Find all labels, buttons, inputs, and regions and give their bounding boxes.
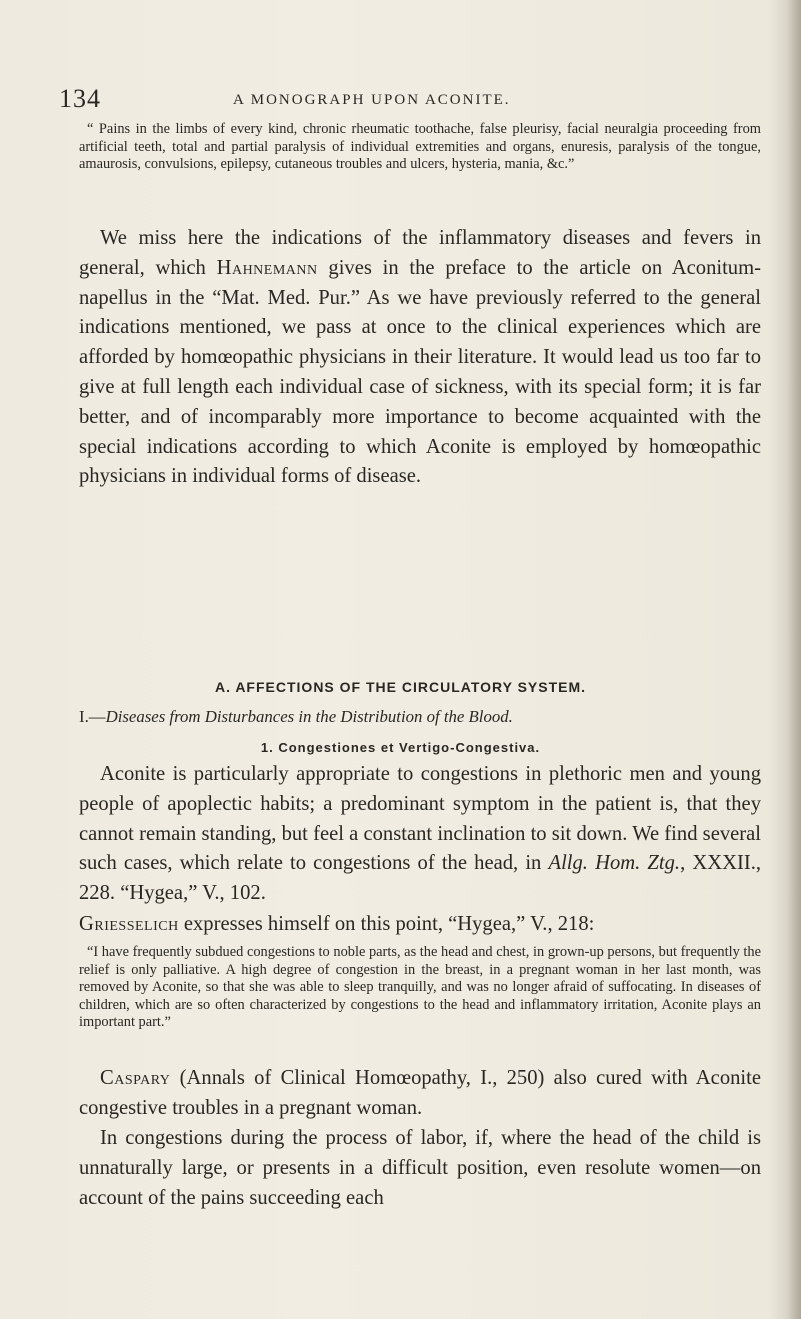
para1-text-start: We miss here the indications of the inflammatory diseases and fevers in general, which xyxy=(79,227,761,279)
body-paragraph-5: In congestions during the process of labor, if, where the head of the child is unnaturally large, or presents in a difficult position, even resolute women—on account of the pains succeeding each xyxy=(79,1127,761,1209)
topic-heading: 1. Congestiones et Vertigo-Congestiva. xyxy=(260,740,541,755)
body-paragraph-4 xyxy=(79,1064,761,1124)
page-edge-shadow xyxy=(787,0,801,1319)
para4-text: (Annals of Clinical Homœopathy, I., 250) also cured with Aconite congestive troubles in a pregnant woman. xyxy=(79,1067,761,1119)
body-paragraph-3 xyxy=(79,910,761,940)
para3-text: expresses himself on this point, “Hygea,” V., 218: xyxy=(178,913,595,935)
section-heading: A. AFFECTIONS OF THE CIRCULATORY SYSTEM. xyxy=(214,679,587,695)
page-number: 134 xyxy=(59,84,101,113)
page-header xyxy=(59,84,759,114)
subsection-heading-text: Diseases from Disturbances in the Distribution of the Blood. xyxy=(105,707,513,726)
body-paragraph-2 xyxy=(79,760,761,909)
para2-text: Aconite is particularly appropriate to congestions in plethoric men and young people of apoplectic habits; a predominant symptom in the patient is, that they cannot remain standing, but feel a constant inclination to sit down. We find several such cases, which relate to congestions of the head, in xyxy=(79,763,761,875)
para1-text-end: gives in the preface to the article on Aconitum-napellus in the “Mat. Med. Pur.” As we have previously referred to the general indications mentioned, we pass at once to the clinical experiences which are afforded by homœopathic physicians in their literature. It would lead us too far to give at full length each individual case of sickness, with its special form; it is far better, and of incomparably more importance to become acquainted with the special indications according to which Aconite is employed by homœopathic physicians in individual forms of disease. xyxy=(79,256,761,488)
journal-name: Allg. Hom. Ztg. xyxy=(548,852,681,875)
running-head: A MONOGRAPH UPON ACONITE. xyxy=(233,92,511,108)
author-name-hahnemann: Hahnemann xyxy=(216,256,318,279)
para2-citation: , XXXII., 228. “Hygea,” V., 102. xyxy=(79,852,761,905)
quote-paragraph-2: “I have frequently subdued congestions to noble parts, as the head and chest, in grown-up persons, but frequently the relief is only palliative. A high degree of congestion in the breast, in a pregnant woman in her last month, was removed by Aconite, so that she was able to sleep tranquilly, and was no longer afraid of suffocating. In diseases of children, which are so often characterized by congestions to the head and inflammatory irritation, Aconite plays an important part.” xyxy=(79,944,761,1030)
quote-paragraph-1: “ Pains in the limbs of every kind, chronic rheumatic toothache, false pleurisy, facial neuralgia proceeding from artificial teeth, total and partial paralysis of individual extremities and organs, enuresis, paralysis of the tongue, amaurosis, convulsions, epilepsy, cutaneous troubles and ulcers, hysteria, mania, &c.” xyxy=(79,121,761,172)
author-name-caspary: Caspary xyxy=(100,1067,171,1089)
author-name-griesselich: Griesselich xyxy=(79,913,179,935)
subsection-numeral: I.— xyxy=(79,707,106,726)
subsection-heading xyxy=(79,707,761,727)
body-paragraph-1 xyxy=(79,224,761,492)
